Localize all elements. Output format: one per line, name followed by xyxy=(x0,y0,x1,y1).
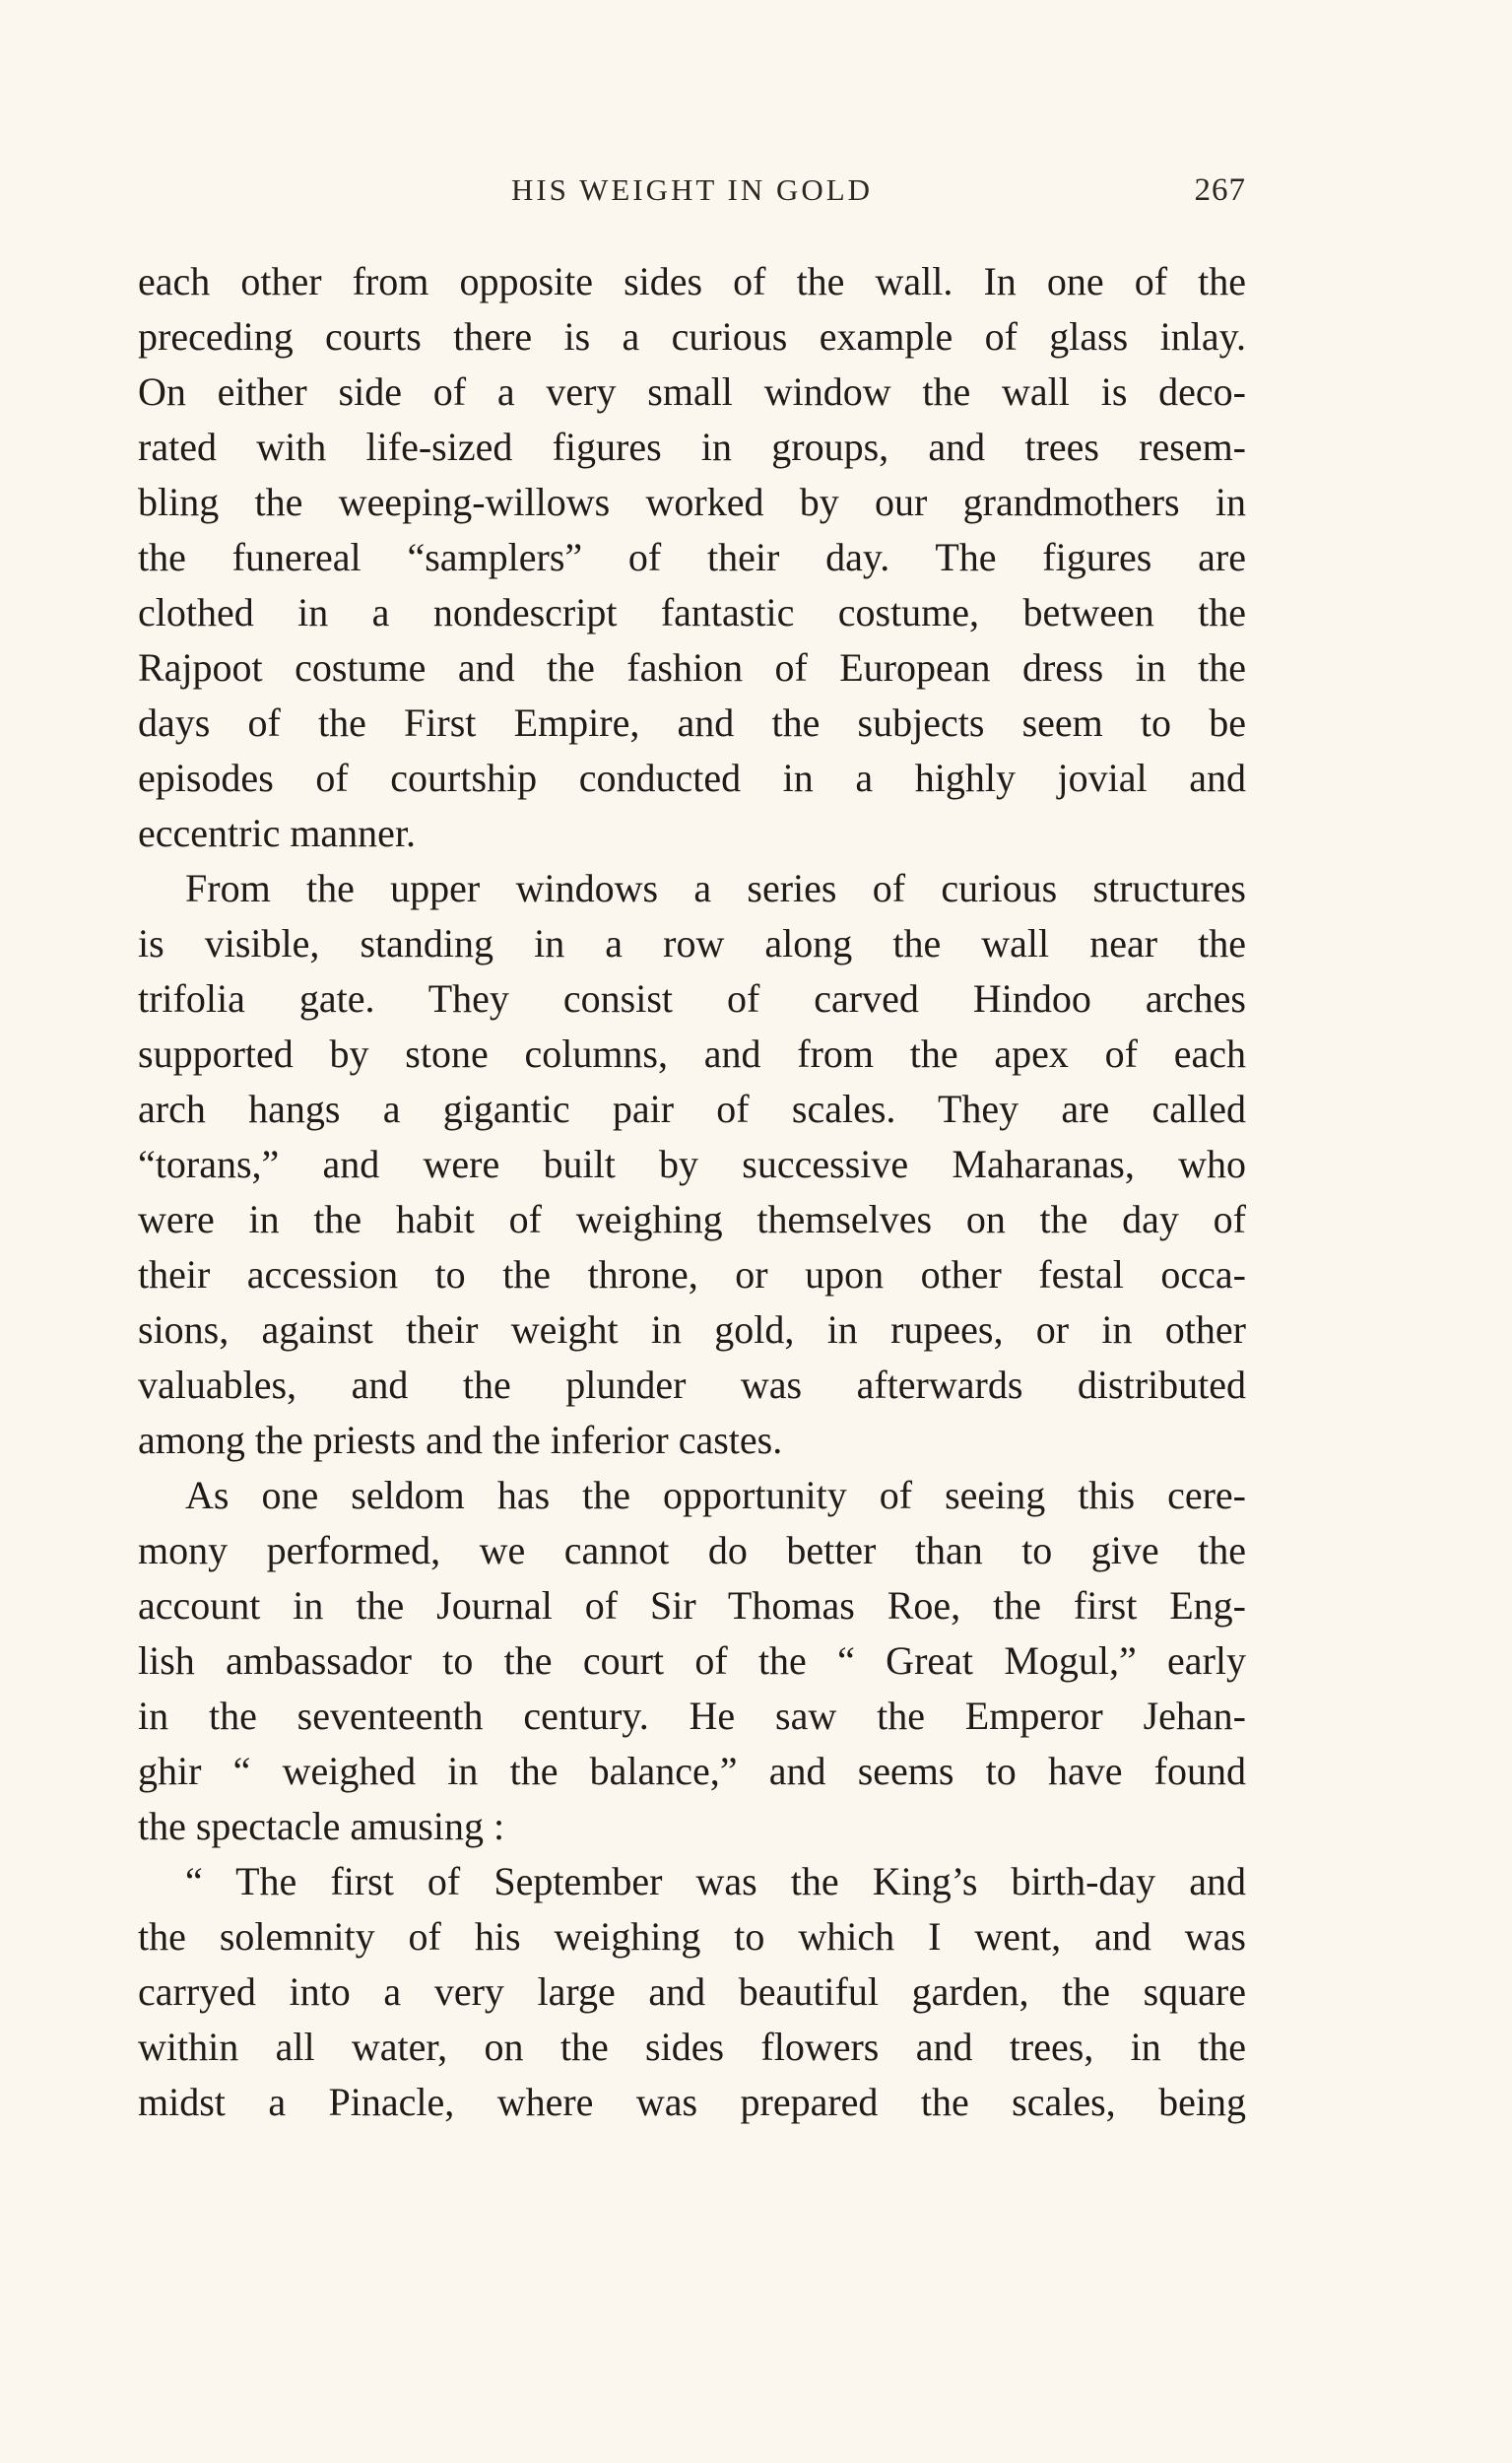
text-line: mony performed, we cannot do better than to give the xyxy=(138,1528,1246,1572)
running-head xyxy=(138,172,1246,212)
running-title: HIS WEIGHT IN GOLD xyxy=(510,172,874,207)
text-line: days of the First Empire, and the subjects seem to be xyxy=(138,700,1246,745)
text-line: carryed into a very large and beautiful garden, the square xyxy=(138,1969,1246,2014)
text-line: rated with life-sized figures in groups, and trees resem- xyxy=(138,425,1246,469)
paragraph xyxy=(138,1854,1246,2130)
paragraph xyxy=(138,861,1246,1468)
text-line: each other from opposite sides of the wall. In one of the xyxy=(138,259,1246,303)
text-line: the solemnity of his weighing to which I went, and was xyxy=(138,1914,1246,1959)
body-text xyxy=(138,254,1246,2130)
text-line: valuables, and the plunder was afterwards distributed xyxy=(138,1363,1246,1407)
text-line: were in the habit of weighing themselves on the day of xyxy=(138,1197,1246,1241)
text-line: their accession to the throne, or upon other festal occa- xyxy=(138,1252,1246,1297)
text-line: Rajpoot costume and the fashion of European dress in the xyxy=(138,645,1246,690)
text-line: eccentric manner. xyxy=(138,811,417,855)
text-line: among the priests and the inferior castes. xyxy=(138,1418,783,1462)
text-line: preceding courts there is a curious example of glass inlay. xyxy=(138,314,1246,359)
text-line: is visible, standing in a row along the wall near the xyxy=(138,921,1246,965)
text-line: within all water, on the sides flowers and trees, in the xyxy=(138,2025,1246,2069)
text-line: arch hangs a gigantic pair of scales. They are called xyxy=(138,1087,1246,1131)
text-line: As one seldom has the opportunity of seeing this cere- xyxy=(185,1473,1246,1517)
text-line: trifolia gate. They consist of carved Hindoo arches xyxy=(138,976,1246,1021)
text-line: in the seventeenth century. He saw the Emperor Jehan- xyxy=(138,1694,1246,1738)
text-line: supported by stone columns, and from the apex of each xyxy=(138,1032,1246,1076)
text-line: bling the weeping-willows worked by our grandmothers in xyxy=(138,480,1246,524)
text-line: ghir “ weighed in the balance,” and seems to have found xyxy=(138,1749,1246,1793)
text-line: episodes of courtship conducted in a highly jovial and xyxy=(138,756,1246,800)
text-line: clothed in a nondescript fantastic costume, between the xyxy=(138,590,1246,634)
text-line: the funereal “samplers” of their day. The figures are xyxy=(138,535,1246,579)
page-number: 267 xyxy=(1194,172,1246,208)
text-line: account in the Journal of Sir Thomas Roe, the first Eng- xyxy=(138,1583,1246,1628)
paragraph xyxy=(138,1468,1246,1854)
text-line: midst a Pinacle, where was prepared the scales, being xyxy=(138,2080,1246,2124)
text-line: “ The first of September was the King’s birth-day and xyxy=(185,1859,1246,1903)
text-line: From the upper windows a series of curious structures xyxy=(185,866,1246,910)
text-line: On either side of a very small window the wall is deco- xyxy=(138,369,1246,414)
text-line: “torans,” and were built by successive Maharanas, who xyxy=(138,1142,1246,1186)
text-line: sions, against their weight in gold, in rupees, or in other xyxy=(138,1307,1246,1352)
text-line: lish ambassador to the court of the “ Great Mogul,” early xyxy=(138,1638,1246,1683)
paragraph xyxy=(138,254,1246,861)
text-line: the spectacle amusing : xyxy=(138,1804,505,1848)
